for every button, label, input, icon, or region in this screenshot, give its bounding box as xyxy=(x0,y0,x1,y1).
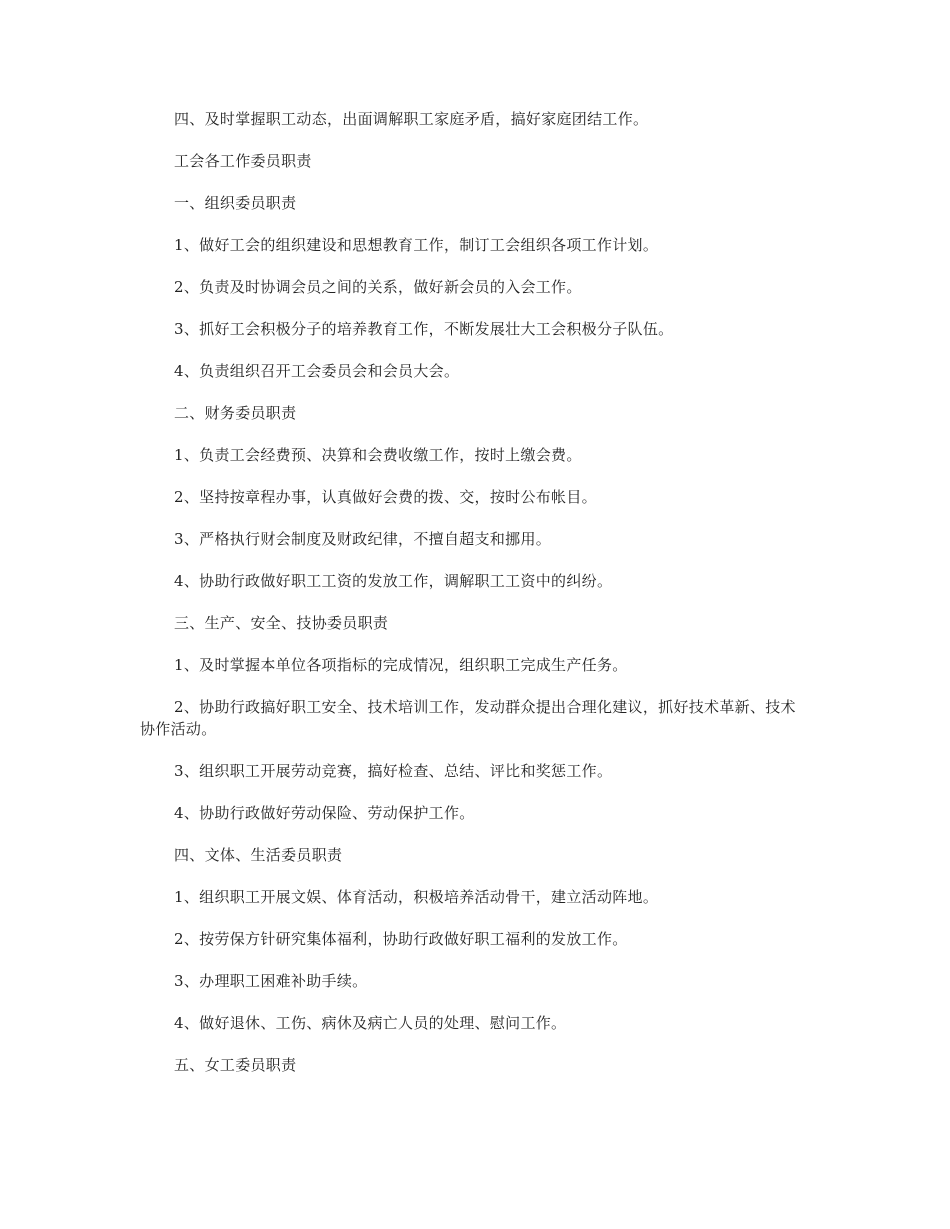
paragraph: 3、办理职工困难补助手续。 xyxy=(174,972,368,990)
section-title: 工会各工作委员职责 xyxy=(174,152,312,170)
section-heading: 三、生产、安全、技协委员职责 xyxy=(174,614,389,632)
paragraph: 3、组织职工开展劳动竞赛，搞好检查、总结、评比和奖惩工作。 xyxy=(174,762,613,780)
paragraph: 1、做好工会的组织建设和思想教育工作，制订工会组织各项工作计划。 xyxy=(174,236,659,254)
paragraph: 4、协助行政做好职工工资的发放工作，调解职工工资中的纠纷。 xyxy=(174,572,613,590)
paragraph: 四、及时掌握职工动态，出面调解职工家庭矛盾，搞好家庭团结工作。 xyxy=(174,110,649,128)
paragraph: 2、坚持按章程办事，认真做好会费的拨、交，按时公布帐目。 xyxy=(174,488,597,506)
paragraph: 3、严格执行财会制度及财政纪律，不擅自超支和挪用。 xyxy=(174,530,552,548)
paragraph: 1、及时掌握本单位各项指标的完成情况，组织职工完成生产任务。 xyxy=(174,656,628,674)
paragraph: 1、组织职工开展文娱、体育活动，积极培养活动骨干，建立活动阵地。 xyxy=(174,888,659,906)
paragraph: 3、抓好工会积极分子的培养教育工作，不断发展壮大工会积极分子队伍。 xyxy=(174,320,674,338)
section-heading: 一、组织委员职责 xyxy=(174,194,297,212)
section-heading: 五、女工委员职责 xyxy=(174,1056,297,1074)
document-body xyxy=(140,108,810,1096)
paragraph: 4、做好退休、工伤、病休及病亡人员的处理、慰问工作。 xyxy=(174,1014,567,1032)
section-heading: 四、文体、生活委员职责 xyxy=(174,846,343,864)
paragraph: 4、负责组织召开工会委员会和会员大会。 xyxy=(174,362,460,380)
paragraph: 2、协助行政搞好职工安全、技术培训工作，发动群众提出合理化建议，抓好技术革新、技术协作活动。 xyxy=(140,698,796,738)
paragraph: 2、按劳保方针研究集体福利，协助行政做好职工福利的发放工作。 xyxy=(174,930,628,948)
paragraph: 2、负责及时协调会员之间的关系，做好新会员的入会工作。 xyxy=(174,278,582,296)
paragraph: 4、协助行政做好劳动保险、劳动保护工作。 xyxy=(174,804,475,822)
section-heading: 二、财务委员职责 xyxy=(174,404,297,422)
paragraph: 1、负责工会经费预、决算和会费收缴工作，按时上缴会费。 xyxy=(174,446,582,464)
